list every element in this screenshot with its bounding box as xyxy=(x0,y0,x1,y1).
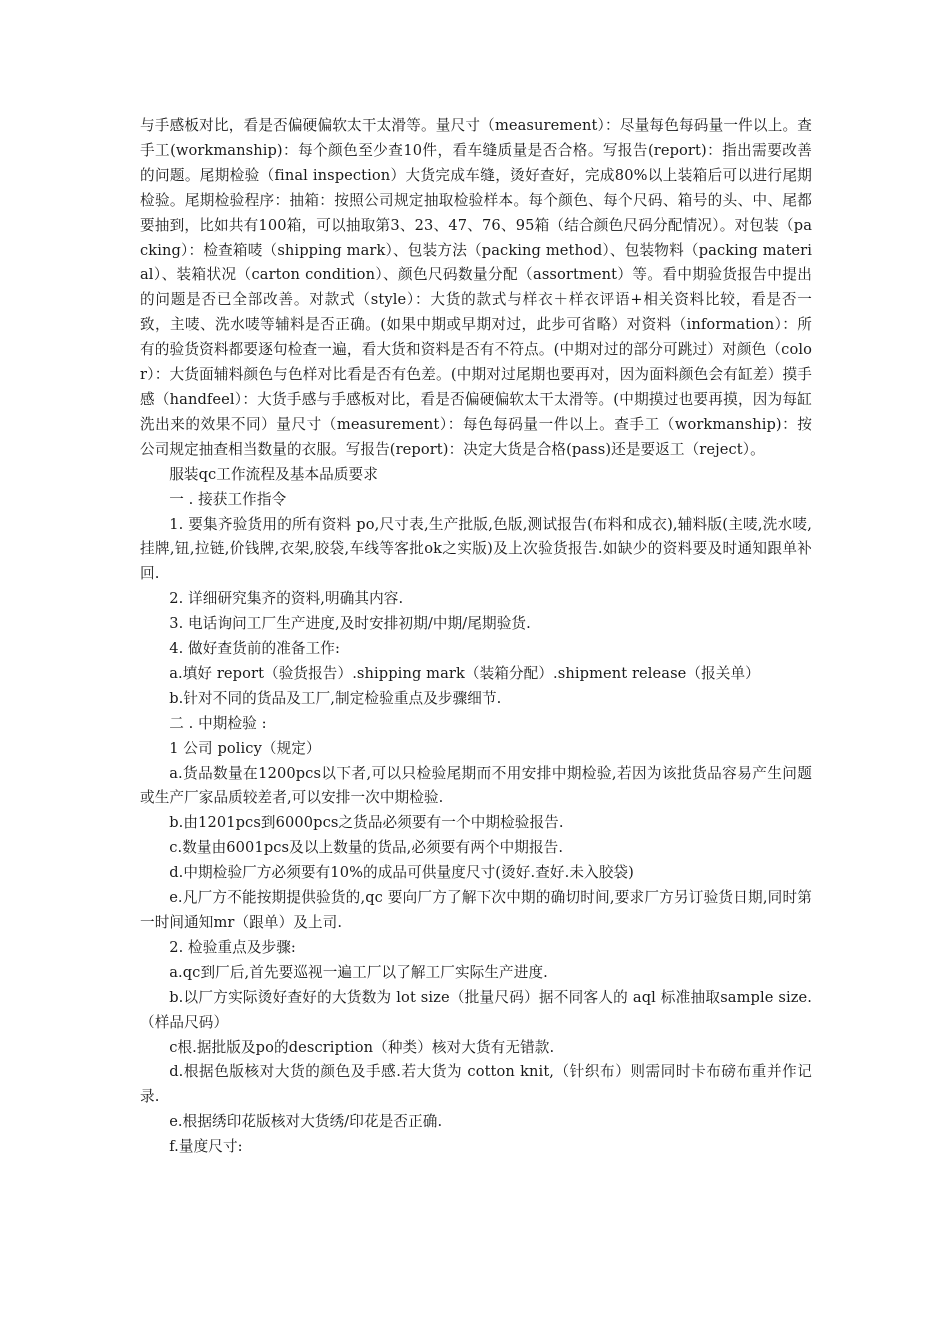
paragraph: 1. 要集齐验货用的所有资料 po,尺寸表,生产批版,色版,测试报告(布料和成衣),辅料版(主唛,洗水唛,挂牌,钮,拉链,价钱牌,衣架,胶袋,车线等客批ok之实版)及上次验货报告.如缺少的资料要及时通知跟单补回. xyxy=(140,515,812,583)
paragraph: 3. 电话询问工厂生产进度,及时安排初期/中期/尾期验货. xyxy=(169,615,531,633)
paragraph: d.根据色版核对大货的颜色及手感.若大货为 cotton knit,（针织布）则需同时卡布磅布重并作记录. xyxy=(140,1063,812,1106)
paragraph: 1 公司 policy（规定） xyxy=(169,739,321,757)
paragraph: a.货品数量在1200pcs以下者,可以只检验尾期而不用安排中期检验,若因为该批货品容易产生问题或生产厂家品质较差者,可以安排一次中期检验. xyxy=(140,764,812,807)
paragraph: c.数量由6001pcs及以上数量的货品,必须要有两个中期报告. xyxy=(169,839,564,857)
paragraph: b.以厂方实际烫好查好的大货数为 lot size（批量尺码）据不同客人的 aql 标准抽取sample size.（样品尺码） xyxy=(140,988,812,1031)
paragraph: 服装qc工作流程及基本品质要求 xyxy=(169,465,378,483)
document-page xyxy=(140,114,812,1160)
paragraph: 2. 详细研究集齐的资料,明确其内容. xyxy=(169,590,404,608)
paragraph: b.针对不同的货品及工厂,制定检验重点及步骤细节. xyxy=(169,689,502,707)
paragraph: d.中期检验厂方必须要有10%的成品可供量度尺寸(烫好.查好.未入胶袋) xyxy=(169,864,634,882)
paragraph: c根.据批版及po的description（种类）核对大货有无错款. xyxy=(169,1038,555,1056)
paragraph: 2. 检验重点及步骤: xyxy=(169,938,296,956)
paragraph: a.qc到厂后,首先要巡视一遍工厂以了解工厂实际生产进度. xyxy=(169,963,548,981)
paragraph: e.根据绣印花版核对大货绣/印花是否正确. xyxy=(169,1113,443,1131)
paragraph: b.由1201pcs到6000pcs之货品必须要有一个中期检验报告. xyxy=(169,814,564,832)
paragraph: 二 . 中期检验 : xyxy=(169,714,267,732)
paragraph: e.凡厂方不能按期提供验货的,qc 要向厂方了解下次中期的确切时间,要求厂方另订验货日期,同时第一时间通知mr（跟单）及上司. xyxy=(140,889,812,931)
paragraph: 与手感板对比，看是否偏硬偏软太干太滑等。量尺寸（measurement）：尽量每色每码量一件以上。查手工(workmanship)：每个颜色至少查10件，看车缝质量是否合格。写报告(report)：指出需要改善的问题。尾期检验（final inspection）大货完成车缝，烫好查好，完成80%以上装箱后可以进行尾期检验。尾期检验程序：抽箱：按照公司规定抽取检验样本。每个颜色、每个尺码、箱号的头、中、尾都要抽到，比如共有100箱，可以抽取第3、23、47、76、95箱（结合颜色尺码分配情况）。对包装（packing）：检查箱唛（shipping mark）、包装方法（packing method）、包装物料（packing material）、装箱状况（carton condition）、颜色尺码数量分配（assortment）等。看中期验货报告中提出的问题是否已全部改善。对款式（style）：大货的款式与样衣＋样衣评语+相关资料比较，看是否一致，主唛、洗水唛等辅料是否正确。(如果中期或早期对过，此步可省略）对资料（information）：所有的验货资料都要逐句检查一遍，看大货和资料是否有不符点。(中期对过的部分可跳过）对颜色（color）：大货面辅料颜色与色样对比看是否有色差。(中期对过尾期也要再对，因为面料颜色会有缸差）摸手感（handfeel）：大货手感与手感板对比，看是否偏硬偏软太干太滑等。(中期摸过也要再摸，因为每缸洗出来的效果不同）量尺寸（measurement）：每色每码量一件以上。查手工（workmanship)：按公司规定抽查相当数量的衣服。写报告(report)：决定大货是合格(pass)还是要返工（reject）。 xyxy=(140,117,812,458)
paragraph: a.填好 report（验货报告）.shipping mark（装箱分配）.shipment release（报关单） xyxy=(169,664,760,682)
paragraph: 一 . 接获工作指令 xyxy=(169,490,287,508)
paragraph: f.量度尺寸: xyxy=(169,1138,243,1156)
paragraph: 4. 做好查货前的准备工作: xyxy=(169,640,341,658)
